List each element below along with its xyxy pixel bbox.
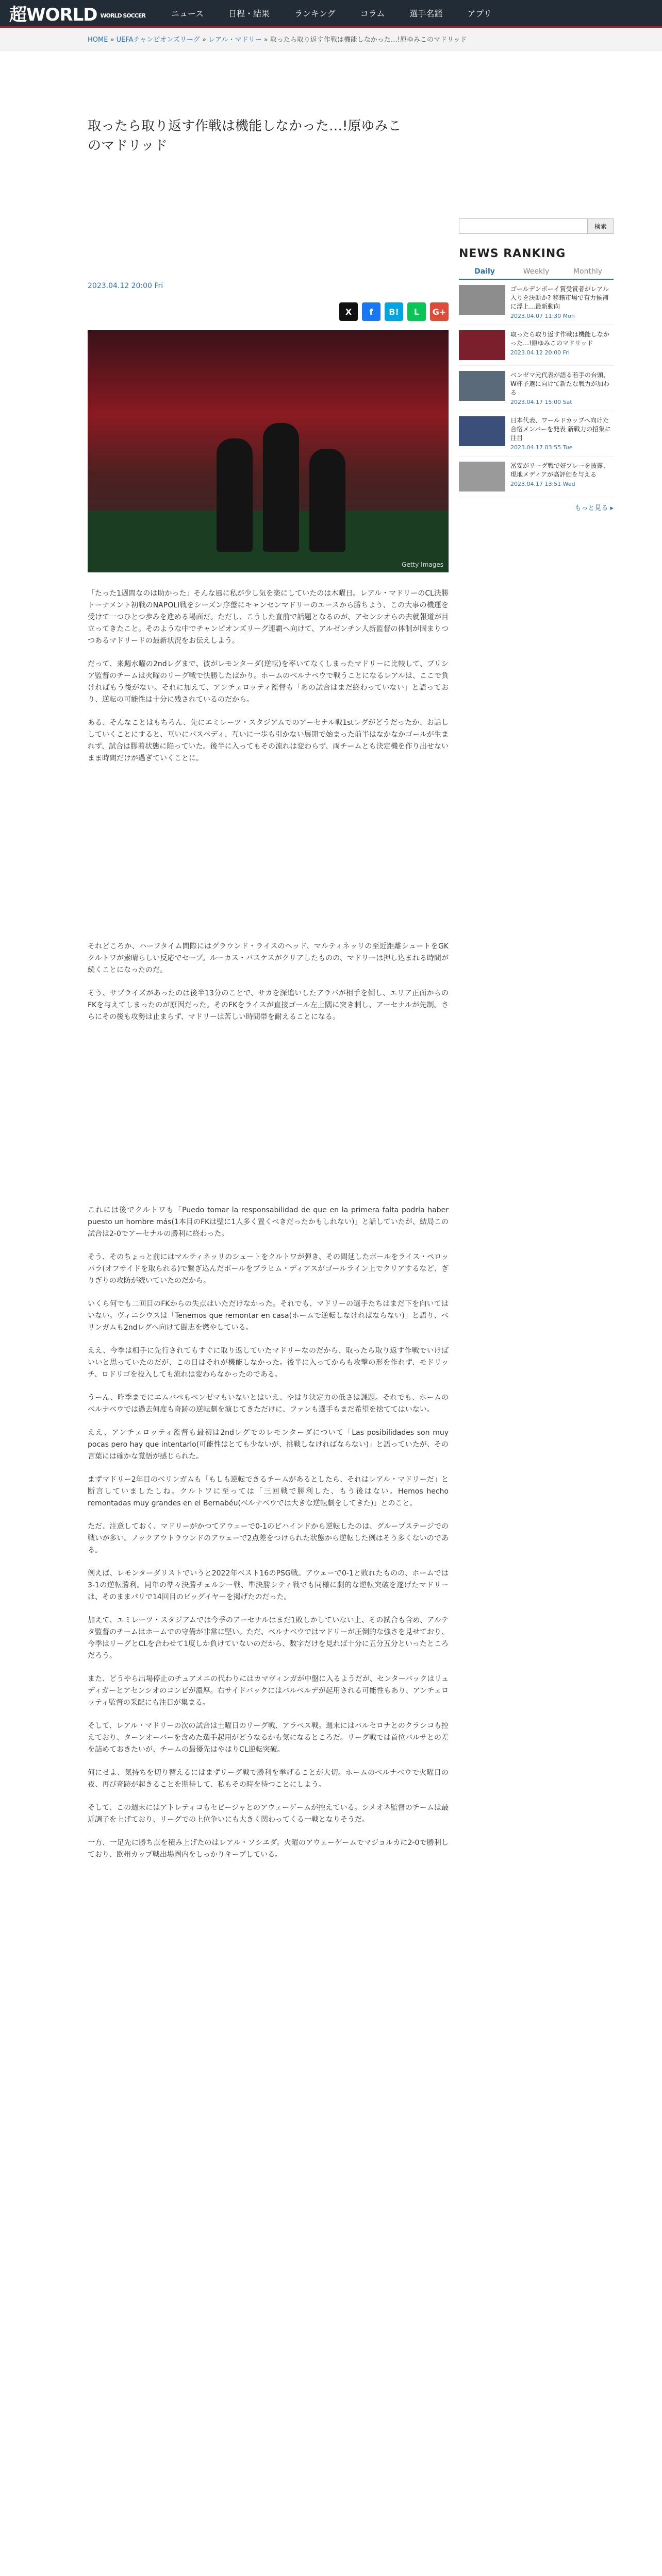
logo-text: 超WORLD — [9, 5, 97, 25]
x-icon[interactable]: X — [339, 302, 358, 321]
search-input[interactable] — [459, 218, 588, 234]
article-paragraph: そして、この週末にはアトレティコもセビージャとのアウェーゲームが控えている。シメオネ監督のチームは最近調子を上げており、リーグでの上位争いにも大きく関わってくる一戦となりそうだ。 — [88, 1804, 449, 1824]
ranking-item-title: ゴールデンボーイ賞受賞者がレアル入りを決断か? 移籍市場で有力候補に浮上…最新動向 — [510, 285, 609, 310]
article-paragraph: 加えて、エミレーツ・スタジアムでは今季のアーセナルはまだ1敗しかしていない上、その試合も含め、アルテタ監督のチームはホームでの守備が非常に堅い。ただ、ベルナベウではマドリーが圧倒的な強さを見せており、今季はリーグとCLを合わせて1度しか負けていないのだから、数字だけを見れば十分に五分五分といったところだろう。 — [88, 1616, 449, 1660]
logo-subtext: WORLD SOCCER — [100, 12, 145, 19]
facebook-icon[interactable]: f — [362, 302, 380, 321]
nav-item-column[interactable]: コラム — [360, 9, 385, 19]
article-paragraph: そして、レアル・マドリーの次の試合は土曜日のリーグ戦、アラベス戦。週末にはバルセロナとのクラシコも控えており、ターンオーバーを含めた選手起用がどうなるかも気になるところだ。リーグ戦では首位バルサとの差を詰めておきたいが、チームの最優先はやはりCL逆転突破。 — [88, 1722, 449, 1754]
article-paragraph: そう、そのちょっと前にはマルティネッリのシュートをクルトワが弾き、その間延したボールをライス・ペロッパラ(オフサイドを取られる)で繋ぎ込んだボールをブラヒム・ディアスがゴールライン上でクリアするなど、ぎりぎりの攻防が続いていたのだから。 — [88, 1253, 449, 1285]
nav-item-schedule[interactable]: 日程・結果 — [228, 9, 270, 19]
ranking-thumbnail — [459, 285, 505, 315]
top-navigation — [0, 0, 662, 28]
ranking-item[interactable] — [459, 411, 614, 456]
ranking-item[interactable] — [459, 280, 614, 325]
article-paragraph: それどころか、ハーフタイム間際にはグラウンド・ライスのヘッド、マルティネッリの至近距離シュートをGKクルトワが素晴らしい反応でセーブ。ルーカス・バスケスがクリアしたものの、マドリーは押し込まれる時間が続くことになったのだ。 — [88, 942, 449, 974]
article-paragraph: だって、来週水曜の2ndレグまで、彼がレモンターダ(逆転)を率いてなくしまったマドリーに比較して、プリシア監督のチームは火曜のリーグ戦で快勝したばかり。ホームのベルナベウで戦うことになるレアルは、ここで負ければもう後がない。それに加えて、アンチェロッティ監督も「あの試合はまだ終わっていない」と語っており、逆転の可能性は十分に残されているのだから。 — [88, 660, 449, 704]
ranking-item-title: 日本代表、ワールドカップへ向けた合宿メンバーを発表 新戦力の招集に注目 — [510, 417, 611, 442]
share-buttons — [88, 302, 449, 321]
ranking-thumbnail — [459, 371, 505, 401]
article-paragraph: うーん、昨季までにエムバペもベンゼマもいないとはいえ、やはり決定力の低さは課題。それでも、ホームのベルナベウでは過去何度も奇跡の逆転劇を演じてきただけに、ファンも選手もまだ希望を捨ててはいない。 — [88, 1394, 449, 1414]
ranking-item-title: ベンゼマ元代表が語る若手の台頭、W杯予選に向けて新たな戦力が加わる — [510, 371, 610, 396]
breadcrumb-separator: » — [200, 36, 209, 44]
ranking-thumbnail — [459, 416, 505, 446]
tab-weekly[interactable]: Weekly — [523, 267, 550, 276]
nav-item-ranking[interactable]: ランキング — [294, 9, 336, 19]
article-date: 2023.04.12 20:00 Fri — [88, 282, 163, 290]
article-paragraph: 例えば、レモンターダリストでいうと2022年ベスト16のPSG戦。アウェーで0-1と敗れたものの、ホームでは3-1の逆転勝利。同年の準々決勝チェルシー戦、準決勝シティ戦でも同様に劇的な逆転突破を遂げたマドリーは、そのままパリで14回目のビッグイヤーを掲げたのだった。 — [88, 1569, 449, 1601]
article-paragraph: ただ、注意しておく、マドリーがかつてアウェーで0-1のビハインドから逆転したのは、グループステージでの戦いが多い。ノックアウトラウンドのアウェーで2点差をつけられた状態から逆転した例はそう多くないのである。 — [88, 1522, 449, 1554]
ranking-more-link[interactable]: もっと見る ▸ — [574, 504, 614, 512]
breadcrumb-current: 取ったら取り返す作戦は機能しなかった…!原ゆみこのマドリッド — [270, 36, 467, 44]
ranking-item[interactable] — [459, 325, 614, 366]
breadcrumb-category[interactable]: UEFAチャンピオンズリーグ — [116, 36, 200, 44]
article-paragraph: 何にせよ、気持ちを切り替えるにはまずリーグ戦で勝利を挙げることが大切。ホームのベルナベウで火曜日の夜、再び奇跡が起きることを期待して、私もその時を待つことにしよう。 — [88, 1769, 449, 1789]
search-button[interactable]: 検索 — [588, 218, 614, 234]
article-paragraph: ええ、アンチェロッティ監督も最初は2ndレグでのレモンターダについて「Las posibilidades son muy pocas pero hay que intentarlo(可能性はとても少ないが、挑戦しなければならない)」と語っていたが、その言葉には確かな覚悟が感じられた。 — [88, 1429, 449, 1461]
search-box — [459, 218, 614, 234]
ranking-title: NEWS RANKING — [459, 247, 566, 260]
ranking-item-date: 2023.04.07 11:30 Mon — [510, 313, 575, 319]
sidebar — [459, 110, 614, 512]
ranking-item-date: 2023.04.17 15:00 Sat — [510, 399, 572, 405]
line-icon[interactable]: L — [407, 302, 426, 321]
article-title: 取ったら取り返す作戦は機能しなかった…!原ゆみこのマドリッド — [88, 118, 402, 154]
ranking-thumbnail — [459, 462, 505, 492]
breadcrumb-team[interactable]: レアル・マドリー — [208, 36, 262, 44]
breadcrumb — [0, 28, 662, 50]
ranking-item-date: 2023.04.12 20:00 Fri — [510, 349, 570, 356]
nav-item-news[interactable]: ニュース — [171, 9, 204, 19]
article-paragraph: 一方、一足先に勝ち点を積み上げたのはレアル・ソシエダ。火曜のアウェーゲームでマジョルカに2-0で勝利しており、欧州カップ戦出場圏内をしっかりキープしている。 — [88, 1839, 449, 1859]
ranking-item-title: 取ったら取り返す作戦は機能しなかった…!原ゆみこのマドリッド — [510, 331, 610, 347]
hatena-icon[interactable]: B! — [385, 302, 403, 321]
player-silhouette — [217, 438, 253, 552]
ad-placeholder — [88, 765, 449, 929]
site-logo[interactable] — [9, 1, 145, 26]
article-main — [88, 110, 449, 1861]
article-paragraph: いくら何でも二回目のFKからの失点はいただけなかった。それでも、マドリーの選手たちはまだ下を向いてはいない。ヴィニシウスは「Tenemos que remontar en casa(ホームで逆転しなければならない)」と語り、ベリンガムも2ndレグへ向けて闘志を燃やしている。 — [88, 1300, 449, 1332]
ranking-item[interactable] — [459, 366, 614, 411]
ranking-item-date: 2023.04.17 13:51 Wed — [510, 481, 575, 487]
ranking-thumbnail — [459, 330, 505, 360]
article-hero-image — [88, 330, 449, 572]
google-plus-icon[interactable]: G+ — [430, 302, 449, 321]
article-paragraph: これには後でクルトワも「Puedo tomar la responsabilidad de que en la primera falta podría haber puesto un hombre más(1本目のFKは壁に1人多く置くべきだったかもしれない)」と話していたが、結局この試合は2-0でアーセナルの勝利に終わった。 — [88, 1206, 449, 1238]
breadcrumb-separator: » — [261, 36, 270, 44]
article-paragraph: そう、サプライズがあったのは後半13分のことで、サカを深追いしたアラバが相手を倒し、エリア正面からのFKを与えてしまったのが原因だった。そのFKをライスが直接ゴール左上隅に突き刺し、アーセナルが先制。さらにその後も攻勢は止まらず、マドリーは苦しい時間帯を耐えることになる。 — [88, 989, 449, 1021]
ranking-item-title: 冨安がリーグ戦で好プレーを披露、現地メディアが高評価を与える — [510, 462, 609, 478]
nav-item-app[interactable]: アプリ — [467, 9, 492, 19]
nav-item-players[interactable]: 選手名鑑 — [409, 9, 443, 19]
ranking-item-date: 2023.04.17 03:55 Tue — [510, 444, 573, 451]
article-paragraph: また、どうやら出場停止のチュアメニの代わりにはカマヴィンガが中盤に入るようだが、センターバックはリュディガーとアセンシオのコンビが濃厚。右サイドバックにはバルベルデが起用される可能性もあり、アンチェロッティ監督の采配にも注目が集まる。 — [88, 1675, 449, 1707]
tab-monthly[interactable]: Monthly — [573, 267, 603, 276]
article-paragraph: ええ、今季は相手に先行されてもすぐに取り返していたマドリーなのだから、取ったら取り返す作戦でいけばいいと思っていたのだが、この日はそれが機能しなかった。後半に入ってからも攻撃の形を作れず、モドリッチ、ロドリゴを投入しても流れは変わらなかったのである。 — [88, 1347, 449, 1379]
ad-placeholder — [88, 1023, 449, 1193]
player-silhouette — [309, 449, 345, 552]
tab-daily[interactable]: Daily — [474, 267, 495, 276]
image-credit: Getty Images — [402, 561, 443, 568]
article-paragraph: ある、そんなことはもちろん、先にエミレーツ・スタジアムでのアーセナル戦1stレグがどうだったか、お話ししていくことにすると、互いにパスペディ、互いに一歩も引かない展開で始まった前半はなかなかゴールが生まれず、試合は膠着状態に陥っていた。後半に入ってもその流れは変わらず、両チームとも決定機を作り出せないまま時間だけが過ぎていくことに。 — [88, 719, 449, 762]
ranking-tabs — [459, 264, 614, 280]
ranking-item[interactable] — [459, 456, 614, 497]
player-silhouette — [263, 423, 299, 552]
breadcrumb-separator: » — [108, 36, 117, 44]
article-paragraph: まずマドリー2年目のベリンガムも「もしも逆転できるチームがあるとしたら、それはレアル・マドリーだ」と断言していましたしね。クルトワに至っては「三回戦で勝利した、もう後はない。Hemos hecho remontadas muy grandes en el Bernabéu(ベルナベウでは大きな逆転劇をしてきた)」とのこと。 — [88, 1476, 449, 1507]
breadcrumb-home[interactable]: HOME — [88, 36, 108, 44]
article-paragraph: 「たった1週間なのは助かった」そんな風に私が少し気を楽にしていたのは木曜日。レアル・マドリーのCL決勝トーナメント初戦のNAPOLI戦をシーズン序盤にキャンセンマドリーのエースから勝ちよう、この大事の機運を受けて一つひとつ歩みを進める場面だ。ただし、こうした直前で話題となるのが、アセンシオらの去就報道が目立ってきたこと。そのような中でチャンピオンズリーグ連覇へ向けて、アルゼンチン人新監督の体制が固まりつつあるマドリードの最新状況をお伝えしよう。 — [88, 589, 449, 645]
